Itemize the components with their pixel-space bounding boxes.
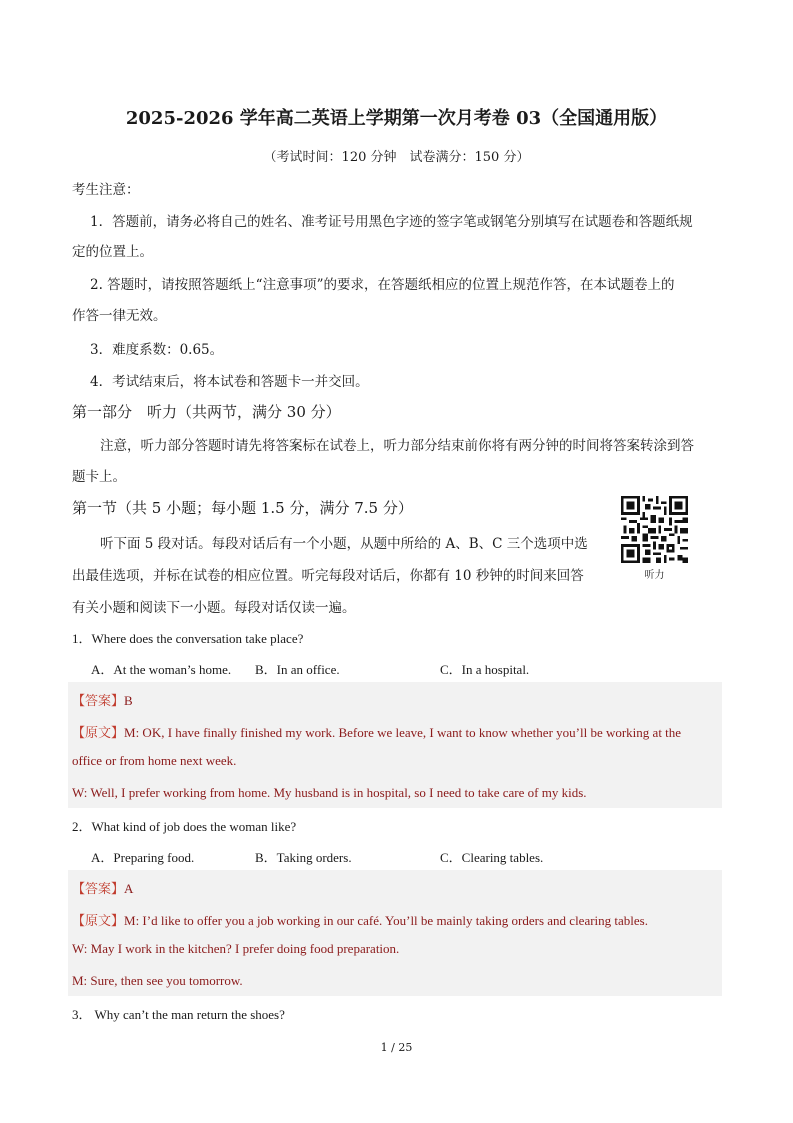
section1-intro-line-2: 出最佳选项，并标在试卷的相应位置。听完每段对话后，你都有 10 秒钟的时间来回答 (72, 568, 584, 584)
transcript-tag: 【原文】 (72, 914, 125, 929)
question-2-option-a: A．Preparing food. (91, 850, 195, 865)
section1-intro-line-1: 听下面 5 段对话。每段对话后有一个小题，从题中所给的 A、B、C 三个选项中选 (100, 536, 588, 552)
notice-heading: 考生注意： (72, 182, 140, 198)
question-1-option-c: C．In a hospital. (440, 662, 530, 677)
qr-caption: 听力 (644, 570, 665, 581)
question-2-option-c: C．Clearing tables. (440, 850, 544, 865)
notice-item-1-line-1: 1．答题前，请务必将自己的姓名、准考证号用黑色字迹的签字笔或钢笔分别填写在试题卷和答题纸规 (90, 214, 693, 230)
question-1-stem: 1．Where does the conversation take place? (72, 631, 304, 646)
question-2-stem: 2．What kind of job does the woman like? (72, 819, 297, 834)
part1-note-line-1: 注意，听力部分答题时请先将答案标在试卷上，听力部分结束前你将有两分钟的时间将答案转涂到答 (100, 438, 694, 454)
section1-intro-line-3: 有关小题和阅读下一小题。每段对话仅读一遍。 (72, 600, 356, 616)
page-number: 1 / 25 (380, 1041, 413, 1054)
answer-tag: 【答案】 (72, 694, 125, 709)
notice-item-4: 4．考试结束后，将本试卷和答题卡一并交回。 (90, 374, 369, 390)
answer-value: B (124, 693, 133, 708)
qr-code-icon (621, 496, 688, 563)
part1-heading: 第一部分 听力（共两节，满分 30 分） (72, 403, 341, 421)
transcript-text: M: OK, I have finally finished my work. Before we leave, I want to know whether you’ll be working at the (124, 725, 682, 740)
answer-tag: 【答案】 (72, 882, 125, 897)
question-2-answer (72, 878, 133, 897)
page-title: 2025-2026 学年高二英语上学期第一次月考卷 03（全国通用版） (125, 108, 668, 129)
notice-item-2-line-1: 2. 答题时，请按照答题纸上“注意事项”的要求，在答题纸相应的位置上规范作答，在本试题卷上的 (90, 277, 675, 293)
part1-note-line-2: 题卡上。 (72, 469, 126, 485)
notice-item-2-line-2: 作答一律无效。 (72, 308, 167, 324)
section1-heading: 第一节（共 5 小题；每小题 1.5 分，满分 7.5 分） (72, 499, 413, 517)
question-3-stem: 3． Why can’t the man return the shoes? (72, 1007, 285, 1022)
question-2-transcript-line-3: M: Sure, then see you tomorrow. (72, 973, 243, 988)
transcript-text: M: I’d like to offer you a job working in our café. You’ll be mainly taking orders and clearing tables. (124, 913, 648, 928)
answer-value: A (124, 881, 134, 896)
exam-info: （考试时间：120 分钟 试卷满分：150 分） (263, 150, 530, 165)
question-2-transcript-line-2: W: May I work in the kitchen? I prefer doing food preparation. (72, 941, 400, 956)
question-2-transcript-line-1 (72, 910, 648, 929)
question-1-answer (72, 690, 133, 709)
question-1-transcript-line-3: W: Well, I prefer working from home. My husband is in hospital, so I need to take care of my kids. (72, 785, 587, 800)
transcript-tag: 【原文】 (72, 726, 125, 741)
notice-item-1-line-2: 定的位置上。 (72, 244, 153, 260)
question-1-transcript-line-1 (72, 722, 681, 741)
question-2-option-b: B．Taking orders. (255, 850, 352, 865)
question-1-option-b: B．In an office. (255, 662, 340, 677)
notice-item-3: 3．难度系数：0.65。 (90, 342, 224, 358)
question-1-option-a: A．At the woman’s home. (91, 662, 232, 677)
question-1-transcript-line-2: office or from home next week. (72, 753, 237, 768)
